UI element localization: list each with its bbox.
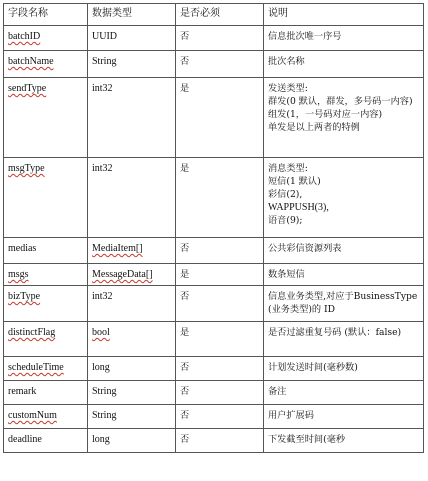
type-cell bbox=[88, 405, 176, 429]
required-cell bbox=[176, 78, 264, 158]
desc-cell bbox=[264, 78, 424, 158]
table-row bbox=[4, 158, 424, 238]
desc-line: 是否过滤重复号码 (默认：false) bbox=[268, 327, 402, 338]
field-name: batchID bbox=[8, 31, 41, 42]
desc-cell bbox=[264, 322, 424, 357]
required-cell bbox=[176, 429, 264, 453]
field-required: 否 bbox=[180, 434, 190, 445]
type-cell bbox=[88, 286, 176, 322]
header-required: 是否必须 bbox=[176, 4, 264, 26]
required-cell bbox=[176, 158, 264, 238]
field-type: long bbox=[92, 434, 110, 445]
table-row bbox=[4, 429, 424, 453]
field-name: msgType bbox=[8, 163, 45, 174]
type-cell bbox=[88, 429, 176, 453]
type-cell bbox=[88, 238, 176, 264]
field-name: remark bbox=[8, 386, 37, 397]
field-required: 是 bbox=[180, 163, 190, 174]
header-data-type: 数据类型 bbox=[88, 4, 176, 26]
desc-cell bbox=[264, 238, 424, 264]
required-cell bbox=[176, 51, 264, 78]
field-required: 否 bbox=[180, 31, 190, 42]
field-required: 否 bbox=[180, 243, 190, 254]
required-cell bbox=[176, 357, 264, 381]
field-type: bool bbox=[92, 327, 110, 338]
desc-cell bbox=[264, 381, 424, 405]
field-name: scheduleTime bbox=[8, 362, 64, 373]
field-cell bbox=[4, 51, 88, 78]
desc-line: 批次名称 bbox=[268, 56, 305, 67]
field-required: 否 bbox=[180, 291, 190, 302]
table-row bbox=[4, 357, 424, 381]
desc-line: 群发(0 默认，群发，多号码一内容) bbox=[268, 96, 413, 107]
field-required: 否 bbox=[180, 410, 190, 421]
header-field-name: 字段名称 bbox=[4, 4, 88, 26]
type-cell bbox=[88, 264, 176, 286]
desc-line: WAPPUSH(3), bbox=[268, 202, 329, 213]
field-name: distinctFlag bbox=[8, 327, 56, 338]
field-type: String bbox=[92, 56, 117, 67]
field-type: int32 bbox=[92, 83, 113, 94]
table-row bbox=[4, 322, 424, 357]
field-name: customNum bbox=[8, 410, 57, 421]
field-required: 否 bbox=[180, 386, 190, 397]
table-row bbox=[4, 78, 424, 158]
header-row bbox=[4, 4, 424, 26]
type-cell bbox=[88, 357, 176, 381]
field-type: long bbox=[92, 362, 110, 373]
desc-line: 信息业务类型,对应于BusinessType(业务类型)的 ID bbox=[268, 291, 418, 315]
field-cell bbox=[4, 381, 88, 405]
field-cell bbox=[4, 26, 88, 51]
desc-line: 消息类型: bbox=[268, 163, 308, 174]
field-required: 是 bbox=[180, 83, 190, 94]
type-cell bbox=[88, 381, 176, 405]
field-cell bbox=[4, 286, 88, 322]
required-cell bbox=[176, 381, 264, 405]
table-row bbox=[4, 51, 424, 78]
field-cell bbox=[4, 158, 88, 238]
header-description: 说明 bbox=[264, 4, 424, 26]
type-cell bbox=[88, 158, 176, 238]
field-required: 是 bbox=[180, 327, 190, 338]
required-cell bbox=[176, 286, 264, 322]
field-name: bizType bbox=[8, 291, 41, 302]
desc-line: 信息批次唯一序号 bbox=[268, 31, 342, 42]
table-row bbox=[4, 26, 424, 51]
required-cell bbox=[176, 264, 264, 286]
field-type: MediaItem[] bbox=[92, 243, 143, 254]
desc-line: 语音(9); bbox=[268, 215, 303, 226]
table-row bbox=[4, 238, 424, 264]
field-required: 否 bbox=[180, 56, 190, 67]
field-cell bbox=[4, 238, 88, 264]
field-type: UUID bbox=[92, 31, 117, 42]
field-type: String bbox=[92, 410, 117, 421]
desc-line: 下发截至时间(毫秒 bbox=[268, 434, 346, 445]
field-name: deadline bbox=[8, 434, 42, 445]
type-cell bbox=[88, 322, 176, 357]
desc-cell bbox=[264, 158, 424, 238]
field-name: msgs bbox=[8, 269, 29, 280]
field-type: int32 bbox=[92, 163, 113, 174]
field-type: String bbox=[92, 386, 117, 397]
field-type: MessageData[] bbox=[92, 269, 153, 280]
desc-line: 组发(1，一号码对应一内容) bbox=[268, 109, 383, 120]
type-cell bbox=[88, 51, 176, 78]
type-cell bbox=[88, 78, 176, 158]
type-cell bbox=[88, 26, 176, 51]
field-cell bbox=[4, 264, 88, 286]
desc-line: 公共彩信资源列表 bbox=[268, 243, 342, 254]
field-required: 是 bbox=[180, 269, 190, 280]
field-type: int32 bbox=[92, 291, 113, 302]
desc-line: 备注 bbox=[268, 386, 287, 397]
field-name: batchName bbox=[8, 56, 54, 67]
desc-line: 彩信(2), bbox=[268, 189, 303, 200]
required-cell bbox=[176, 238, 264, 264]
table-row bbox=[4, 381, 424, 405]
desc-cell bbox=[264, 286, 424, 322]
field-spec-table bbox=[3, 3, 424, 453]
field-cell bbox=[4, 322, 88, 357]
desc-cell bbox=[264, 429, 424, 453]
desc-line: 发送类型: bbox=[268, 83, 308, 94]
field-cell bbox=[4, 78, 88, 158]
required-cell bbox=[176, 26, 264, 51]
desc-cell bbox=[264, 51, 424, 78]
field-name: medias bbox=[8, 243, 37, 254]
desc-line: 数条短信 bbox=[268, 269, 305, 280]
table-row bbox=[4, 405, 424, 429]
desc-cell bbox=[264, 405, 424, 429]
desc-line: 计划发送时间(毫秒数) bbox=[268, 362, 358, 373]
desc-cell bbox=[264, 26, 424, 51]
field-cell bbox=[4, 429, 88, 453]
table-row bbox=[4, 264, 424, 286]
desc-line: 单发是以上两者的特例 bbox=[268, 122, 360, 133]
desc-line: 短信(1 默认) bbox=[268, 176, 321, 187]
field-name: sendType bbox=[8, 83, 47, 94]
required-cell bbox=[176, 322, 264, 357]
field-required: 否 bbox=[180, 362, 190, 373]
table-row bbox=[4, 286, 424, 322]
field-cell bbox=[4, 405, 88, 429]
desc-line: 用户扩展码 bbox=[268, 410, 314, 421]
desc-cell bbox=[264, 357, 424, 381]
required-cell bbox=[176, 405, 264, 429]
field-cell bbox=[4, 357, 88, 381]
desc-cell bbox=[264, 264, 424, 286]
